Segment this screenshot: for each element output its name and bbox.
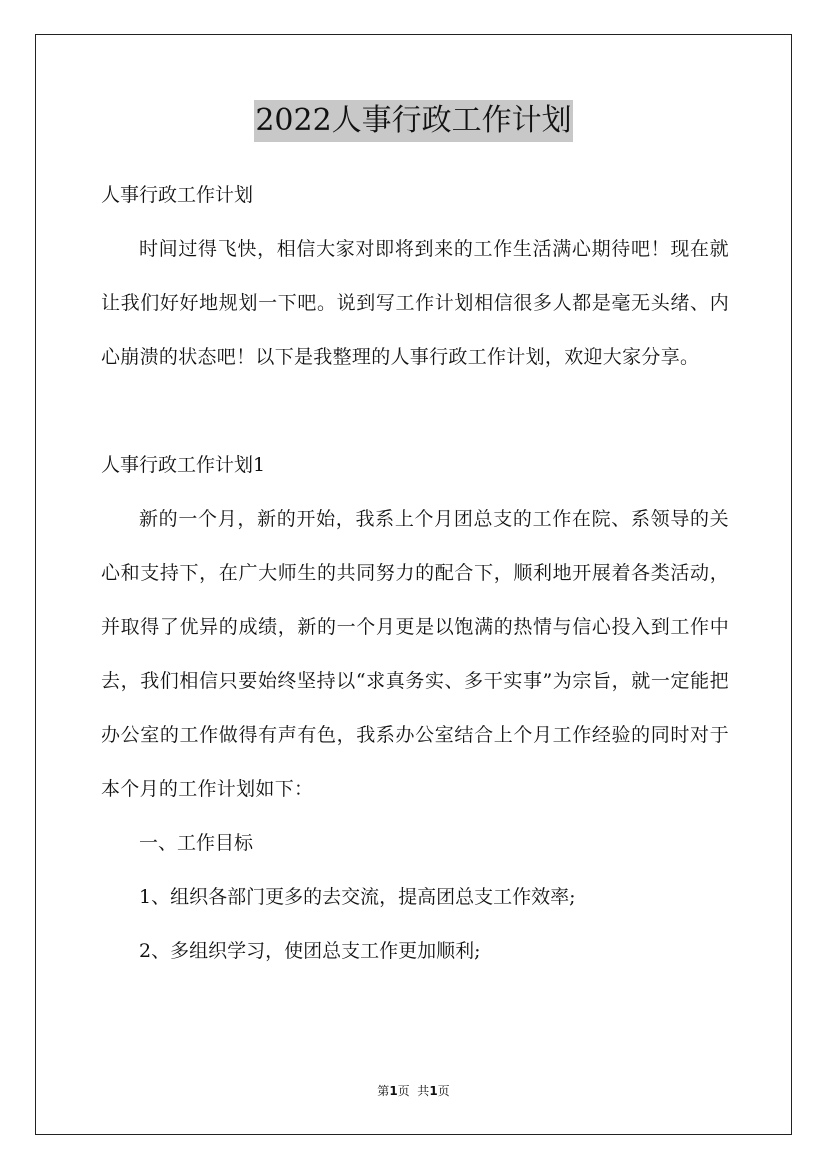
- footer-page-prefix: 第: [377, 1084, 390, 1098]
- footer-page-suffix: 页: [437, 1084, 450, 1098]
- goal-item-1: 1、组织各部门更多的去交流，提高团总支工作效率;: [139, 886, 576, 908]
- heading-plan-1: 人事行政工作计划1: [101, 454, 266, 476]
- footer-page-total: 1: [429, 1084, 438, 1098]
- document-title: [0, 100, 827, 142]
- plan-1-paragraph: 新的一个月，新的开始，我系上个月团总支的工作在院、系领导的关心和支持下，在广大师生的共同努力的配合下，顺利地开展着各类活动，并取得了优异的成绩，新的一个月更是以饱满的热情与信心投入到工作中去，我们相信只要始终坚持以“求真务实、多干实事”为宗旨，就一定能把办公室的工作做得有声有色，我系办公室结合上个月工作经验的同时对于本个月的工作计划如下：: [101, 508, 729, 800]
- intro-paragraph: 时间过得飞快，相信大家对即将到来的工作生活满心期待吧！现在就让我们好好地规划一下吧。说到写工作计划相信很多人都是毫无头绪、内心崩溃的状态吧！以下是我整理的人事行政工作计划，欢迎大家分享。: [101, 238, 729, 368]
- document-body: [101, 168, 729, 978]
- section-goal-title: 一、工作目标: [139, 832, 254, 854]
- footer-page-mid: 页 共: [397, 1084, 430, 1098]
- heading-intro: 人事行政工作计划: [101, 184, 254, 206]
- footer-page-current: 1: [389, 1084, 398, 1098]
- page-footer: [0, 1083, 827, 1099]
- document-title-text: 2022人事行政工作计划: [254, 100, 572, 142]
- blank-line: [101, 384, 729, 438]
- goal-item-2: 2、多组织学习，使团总支工作更加顺利;: [139, 940, 481, 962]
